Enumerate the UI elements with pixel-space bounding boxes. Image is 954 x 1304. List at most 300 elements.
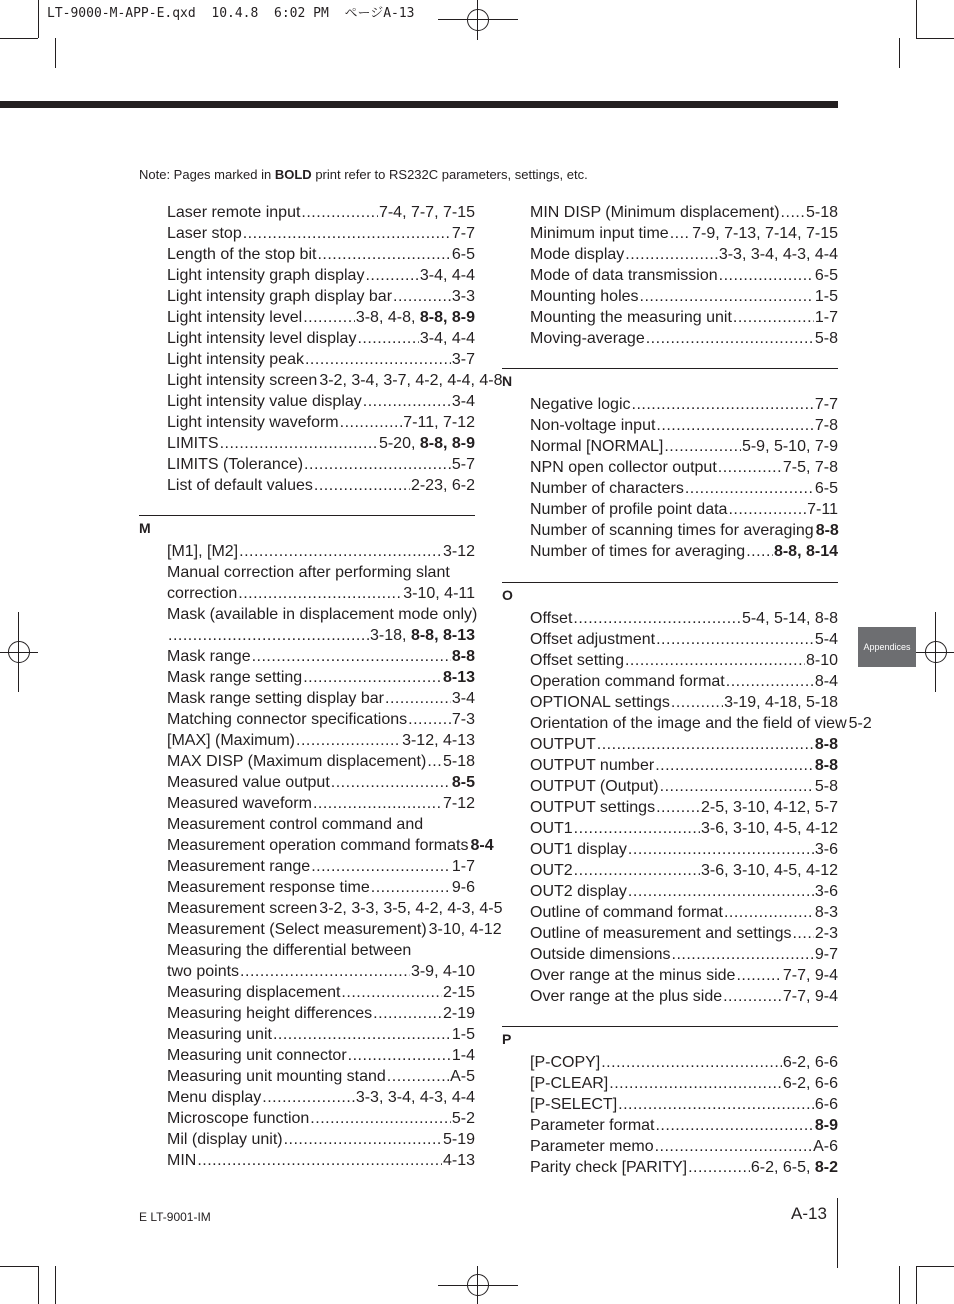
- dot-leader: [341, 982, 442, 1003]
- dot-leader: [656, 415, 813, 436]
- dot-leader: [357, 328, 418, 349]
- index-term: Microscope function: [167, 1110, 310, 1127]
- page-refs: 3-6, 3-10, 4-5, 4-12: [701, 820, 838, 837]
- index-pages: [815, 328, 838, 349]
- index-term: OUTPUT (Output): [530, 778, 659, 795]
- dot-leader: [640, 286, 814, 307]
- index-entry: [530, 797, 838, 818]
- index-pages: [701, 797, 838, 818]
- page-refs: 3-8, 4-8,: [355, 309, 420, 326]
- index-entry: [530, 244, 838, 265]
- page-refs: 1-5: [451, 1026, 475, 1043]
- index-pages: [783, 457, 838, 478]
- page-refs: 3-4, 4-4: [419, 267, 475, 284]
- page-refs: 2-23, 6-2: [410, 477, 475, 494]
- index-pages: [452, 877, 475, 898]
- page-refs: A-6: [813, 1138, 838, 1155]
- index-entry: [530, 457, 838, 478]
- index-entry: [167, 688, 475, 709]
- index-entry: [530, 223, 838, 244]
- page-number: A-13: [791, 1204, 827, 1223]
- page-refs: 5-18: [805, 204, 838, 221]
- page-refs: 1-7: [814, 309, 838, 326]
- index-pages: [452, 1045, 475, 1066]
- page-refs: 3-10, 4-11: [403, 585, 475, 602]
- index-term: Negative logic: [530, 396, 631, 413]
- index-term: Manual correction after performing slant: [167, 564, 450, 581]
- index-term: Number of profile point data: [530, 501, 728, 518]
- page-refs: 6-2, 6-6: [782, 1075, 838, 1092]
- index-term: Mil (display unit): [167, 1131, 283, 1148]
- index-term: Offset setting: [530, 652, 624, 669]
- dot-leader: [363, 391, 451, 412]
- crop-mark: [899, 1266, 900, 1304]
- index-term: Measurement range: [167, 858, 311, 875]
- dot-leader: [574, 818, 700, 839]
- index-pages: [815, 755, 838, 776]
- index-pages: [813, 1136, 838, 1157]
- dot-leader: [252, 646, 451, 667]
- index-term: Light intensity level: [167, 309, 303, 326]
- page-refs: 3-6: [814, 883, 838, 900]
- dot-leader: [655, 755, 814, 776]
- index-term: Orientation of the image and the field of view: [530, 715, 847, 732]
- index-pages: [783, 1073, 838, 1094]
- index-entry: [530, 692, 838, 713]
- page-refs: 7-8: [814, 417, 838, 434]
- index-entry: [167, 328, 475, 349]
- page-refs: 9-7: [814, 946, 838, 963]
- dot-leader: [736, 965, 781, 986]
- index-term: Light intensity peak: [167, 351, 304, 368]
- index-pages: [452, 646, 475, 667]
- index-entry: [530, 923, 838, 944]
- page-refs: 3-7: [451, 351, 475, 368]
- dot-leader: [273, 1024, 451, 1045]
- page-refs: 3-2, 3-3, 3-5, 4-2, 4-3, 4-5: [319, 900, 503, 917]
- page-refs: 8-3: [814, 904, 838, 921]
- slug-time: 6:02 PM: [274, 6, 329, 21]
- page-refs: 5-9, 5-10, 7-9: [741, 438, 838, 455]
- index-pages: [815, 286, 838, 307]
- page-refs: 3-2, 3-4, 3-7, 4-2, 4-4, 4-8: [319, 372, 503, 389]
- index-pages: [452, 688, 475, 709]
- dot-leader: [718, 457, 782, 478]
- note-suffix: print refer to RS232C parameters, settings, etc.: [311, 167, 588, 182]
- dot-leader: [313, 793, 442, 814]
- index-entry: [530, 520, 838, 541]
- crop-mark: [916, 1266, 917, 1304]
- page-refs: 1-4: [451, 1047, 475, 1064]
- index-entry: [530, 307, 838, 328]
- index-term: Mask range setting display bar: [167, 690, 384, 707]
- index-pages: [816, 520, 839, 541]
- index-entry: [530, 415, 838, 436]
- dot-leader: [168, 625, 369, 646]
- page-refs: 1-7: [451, 858, 475, 875]
- index-entry: [167, 982, 475, 1003]
- index-term: Light intensity graph display bar: [167, 288, 393, 305]
- index-term: OUT1: [530, 820, 573, 837]
- page-refs: 7-3: [451, 711, 475, 728]
- index-term: Measuring unit mounting stand: [167, 1068, 386, 1085]
- index-term: Outline of command format: [530, 904, 723, 921]
- index-entry: [530, 265, 838, 286]
- index-pages: [403, 583, 475, 604]
- index-entry: [167, 667, 475, 688]
- dot-leader: [625, 650, 805, 671]
- crop-mark: [55, 1266, 56, 1304]
- page-refs: 5-18: [442, 753, 475, 770]
- index-term: Measurement (Select measurement): [167, 921, 427, 938]
- index-pages: [319, 898, 502, 919]
- index-entry: [530, 608, 838, 629]
- index-entry: [530, 860, 838, 881]
- index-term: [MAX] (Maximum): [167, 732, 295, 749]
- index-term: Length of the stop bit: [167, 246, 317, 263]
- page-refs-bold: 8-8, 8-9: [419, 309, 475, 326]
- dot-leader: [792, 923, 813, 944]
- dot-leader: [239, 541, 442, 562]
- index-term: MAX DISP (Maximum displacement): [167, 753, 427, 770]
- index-term: Measuring height differences: [167, 1005, 373, 1022]
- index-pages: [742, 608, 838, 629]
- index-pages: [470, 835, 493, 856]
- index-entry: [530, 499, 838, 520]
- page-refs: 5-20,: [378, 435, 420, 452]
- index-term: Mode of data transmission: [530, 267, 718, 284]
- index-term: Parameter memo: [530, 1138, 654, 1155]
- index-entry: [530, 755, 838, 776]
- index-pages: [356, 1087, 475, 1108]
- index-pages: [403, 412, 475, 433]
- footer-divider: [837, 1198, 838, 1268]
- page-refs: 3-3, 3-4, 4-3, 4-4: [718, 246, 838, 263]
- index-entry: [530, 986, 838, 1007]
- index-entry: [167, 835, 494, 856]
- index-pages: [815, 478, 838, 499]
- dot-leader: [618, 1094, 814, 1115]
- page-refs: 4-13: [442, 1152, 475, 1169]
- dot-leader: [373, 1003, 442, 1024]
- appendices-tab-label: Appendices: [863, 642, 911, 652]
- index-entry: [167, 541, 475, 562]
- dot-leader: [646, 328, 814, 349]
- index-entry: [530, 1073, 838, 1094]
- index-term: OUTPUT: [530, 736, 596, 753]
- index-pages: [806, 650, 838, 671]
- index-term: Minimum input time: [530, 225, 669, 242]
- dot-leader: [310, 1108, 451, 1129]
- dot-leader: [305, 349, 451, 370]
- page-refs: 7-9, 7-13, 7-14, 7-15: [692, 225, 838, 242]
- page-refs: 5-8: [814, 778, 838, 795]
- page-refs: 6-2, 6-5,: [750, 1159, 815, 1176]
- page-refs: 6-5: [814, 267, 838, 284]
- index-pages: [420, 265, 475, 286]
- dot-leader: [655, 1115, 813, 1136]
- dot-leader: [609, 1073, 782, 1094]
- dot-leader: [408, 709, 451, 730]
- crop-mark: [0, 38, 38, 39]
- crop-mark: [0, 1266, 38, 1267]
- index-entry: [167, 1150, 475, 1171]
- index-pages: [806, 202, 838, 223]
- index-entry: [530, 394, 838, 415]
- page-refs: 3-6: [814, 841, 838, 858]
- index-entry: [530, 671, 838, 692]
- index-term: LIMITS: [167, 435, 219, 452]
- index-pages: [452, 223, 475, 244]
- index-pages: [452, 454, 475, 475]
- dot-leader: [303, 667, 442, 688]
- index-entry: [167, 604, 478, 625]
- index-entry: [167, 646, 475, 667]
- dot-leader: [574, 860, 700, 881]
- index-pages: [783, 965, 838, 986]
- page-refs: 7-7: [814, 396, 838, 413]
- page-refs-bold: 8-8: [814, 757, 838, 774]
- index-term: List of default values: [167, 477, 313, 494]
- dot-leader: [385, 688, 451, 709]
- page-refs: 2-5, 3-10, 4-12, 5-7: [701, 799, 838, 816]
- index-term: Measuring displacement: [167, 984, 341, 1001]
- index-term: Light intensity graph display: [167, 267, 365, 284]
- dot-leader: [331, 772, 451, 793]
- dot-leader: [625, 244, 718, 265]
- index-pages: [443, 982, 475, 1003]
- appendices-tab: [858, 627, 916, 667]
- dot-leader: [723, 986, 782, 1007]
- index-entry: [530, 1115, 838, 1136]
- dot-leader: [284, 1129, 442, 1150]
- dot-leader: [672, 944, 814, 965]
- index-entry: [167, 1087, 475, 1108]
- index-term: Measurement response time: [167, 879, 370, 896]
- index-pages: [815, 902, 838, 923]
- index-pages: [411, 961, 475, 982]
- index-pages: [443, 667, 475, 688]
- page-refs: 5-4, 5-14, 8-8: [741, 610, 838, 627]
- section-letter: P: [502, 1031, 512, 1047]
- page-refs-bold: 8-13: [442, 669, 475, 686]
- index-pages: [443, 1129, 475, 1150]
- dot-leader: [238, 583, 402, 604]
- index-term: [P-SELECT]: [530, 1096, 618, 1113]
- section-letter: O: [502, 587, 513, 603]
- index-pages: [379, 433, 475, 454]
- index-pages: [450, 1066, 475, 1087]
- index-term: Number of characters: [530, 480, 684, 497]
- index-entry: [167, 1003, 475, 1024]
- index-pages: [815, 839, 838, 860]
- index-entry: [167, 433, 475, 454]
- crop-mark: [38, 0, 39, 38]
- registration-circle: [467, 1274, 489, 1296]
- dot-leader: [656, 797, 700, 818]
- index-term: Mask range: [167, 648, 251, 665]
- index-entry: [530, 881, 838, 902]
- index-pages: [815, 307, 838, 328]
- registration-circle: [467, 9, 489, 31]
- crop-mark: [916, 0, 917, 38]
- dot-leader: [685, 478, 814, 499]
- dot-leader: [664, 436, 741, 457]
- index-term: [M1], [M2]: [167, 543, 239, 560]
- page-refs: 5-19: [442, 1131, 475, 1148]
- index-pages: [452, 244, 475, 265]
- index-entry: [167, 370, 503, 391]
- top-rule-bar: [0, 101, 838, 108]
- index-term: Measured waveform: [167, 795, 312, 812]
- index-pages: [452, 1108, 475, 1129]
- note-prefix: Note: Pages marked in: [139, 167, 275, 182]
- page-refs-bold: 8-8: [814, 736, 838, 753]
- index-entry: [167, 1024, 475, 1045]
- index-term: Measurement screen: [167, 900, 318, 917]
- slug-page: ページA-13: [344, 6, 415, 21]
- crop-mark: [55, 38, 56, 68]
- index-pages: [815, 1094, 838, 1115]
- index-term: [P-CLEAR]: [530, 1075, 609, 1092]
- index-term: two points: [167, 963, 240, 980]
- index-entry: [167, 793, 475, 814]
- page-refs: 7-7: [451, 225, 475, 242]
- section-rule: [139, 515, 475, 516]
- dot-leader: [387, 1066, 449, 1087]
- index-entry: [167, 562, 475, 583]
- index-pages: [742, 436, 838, 457]
- dot-leader: [671, 692, 723, 713]
- index-term: Measuring unit: [167, 1026, 272, 1043]
- index-term: Offset adjustment: [530, 631, 656, 648]
- index-term: Measuring unit connector: [167, 1047, 347, 1064]
- index-entry: [167, 307, 475, 328]
- dot-leader: [688, 1157, 750, 1178]
- index-pages: [815, 734, 838, 755]
- page-refs: 6-5: [451, 246, 475, 263]
- index-entry: [530, 818, 838, 839]
- registration-circle: [8, 641, 30, 663]
- index-pages: [815, 415, 838, 436]
- index-term: Laser remote input: [167, 204, 301, 221]
- dot-leader: [311, 856, 451, 877]
- index-pages: [751, 1157, 838, 1178]
- index-pages: [452, 1024, 475, 1045]
- dot-leader: [656, 629, 814, 650]
- index-entry: [530, 436, 838, 457]
- footer-document-code: E LT-9001-IM: [139, 1210, 211, 1224]
- bold-note: [139, 167, 588, 182]
- dot-leader: [733, 307, 814, 328]
- index-entry: [167, 391, 475, 412]
- index-entry: [530, 328, 838, 349]
- index-pages: [452, 286, 475, 307]
- index-pages: [420, 328, 475, 349]
- page-refs: 7-5, 7-8: [782, 459, 838, 476]
- index-entry: [167, 625, 475, 646]
- page-refs: 3-10, 4-12: [428, 921, 502, 938]
- index-entry: [167, 583, 475, 604]
- page-refs: 3-9, 4-10: [410, 963, 475, 980]
- dot-leader: [220, 433, 378, 454]
- index-term: OUT2: [530, 862, 573, 879]
- dot-leader: [726, 671, 814, 692]
- dot-leader: [628, 881, 814, 902]
- dot-leader: [724, 902, 814, 923]
- index-entry: [167, 286, 475, 307]
- index-term: Measurement operation command formats: [167, 837, 469, 854]
- dot-leader: [393, 286, 451, 307]
- index-term: Non-voltage input: [530, 417, 656, 434]
- index-pages: [379, 202, 475, 223]
- index-pages: [815, 629, 838, 650]
- dot-leader: [240, 961, 410, 982]
- page-refs: 6-6: [814, 1096, 838, 1113]
- section-rule: [502, 1026, 838, 1027]
- index-term: [P-COPY]: [530, 1054, 601, 1071]
- index-pages: [443, 1003, 475, 1024]
- dot-leader: [243, 223, 451, 244]
- page-refs-bold: 8-8, 8-13: [410, 627, 475, 644]
- page-refs: 5-7: [451, 456, 475, 473]
- page-refs: 2-3: [814, 925, 838, 942]
- index-entry: [530, 1157, 838, 1178]
- index-term: Moving-average: [530, 330, 645, 347]
- section-rule: [502, 582, 838, 583]
- index-term: MIN DISP (Minimum displacement): [530, 204, 780, 221]
- dot-leader: [304, 454, 451, 475]
- page-refs-bold: 8-9: [814, 1117, 838, 1134]
- page-refs-bold: 8-2: [814, 1159, 838, 1176]
- dot-leader: [573, 608, 741, 629]
- index-pages: [452, 856, 475, 877]
- index-term: Measured value output: [167, 774, 330, 791]
- index-term: Laser stop: [167, 225, 242, 242]
- index-pages: [701, 818, 838, 839]
- page-refs: 7-4, 7-7, 7-15: [378, 204, 475, 221]
- index-term: Matching connector specifications: [167, 711, 408, 728]
- index-pages: [443, 793, 475, 814]
- index-entry: [167, 730, 475, 751]
- dot-leader: [348, 1045, 451, 1066]
- page-refs: 1-5: [814, 288, 838, 305]
- index-term: Outside dimensions: [530, 946, 671, 963]
- index-entry: [167, 751, 475, 772]
- index-pages: [402, 730, 475, 751]
- index-term: Over range at the plus side: [530, 988, 723, 1005]
- index-pages: [719, 244, 838, 265]
- page-refs: 5-2: [451, 1110, 475, 1127]
- page-refs: 7-7, 9-4: [782, 988, 838, 1005]
- index-term: Number of scanning times for averaging: [530, 522, 814, 539]
- index-term: Operation command format: [530, 673, 725, 690]
- index-entry: [530, 629, 838, 650]
- index-entry: [167, 1045, 475, 1066]
- page-refs: 3-12, 4-13: [402, 732, 475, 749]
- index-entry: [530, 776, 838, 797]
- index-term: Light intensity waveform: [167, 414, 339, 431]
- index-term: Light intensity level display: [167, 330, 357, 347]
- index-pages: [815, 881, 838, 902]
- page-refs: 7-12: [442, 795, 475, 812]
- index-entry: [167, 265, 475, 286]
- index-term: Measurement control command and: [167, 816, 424, 833]
- page-refs: 3-18,: [370, 627, 411, 644]
- index-pages: [783, 1052, 838, 1073]
- dot-leader: [628, 839, 814, 860]
- crop-mark: [38, 1266, 39, 1304]
